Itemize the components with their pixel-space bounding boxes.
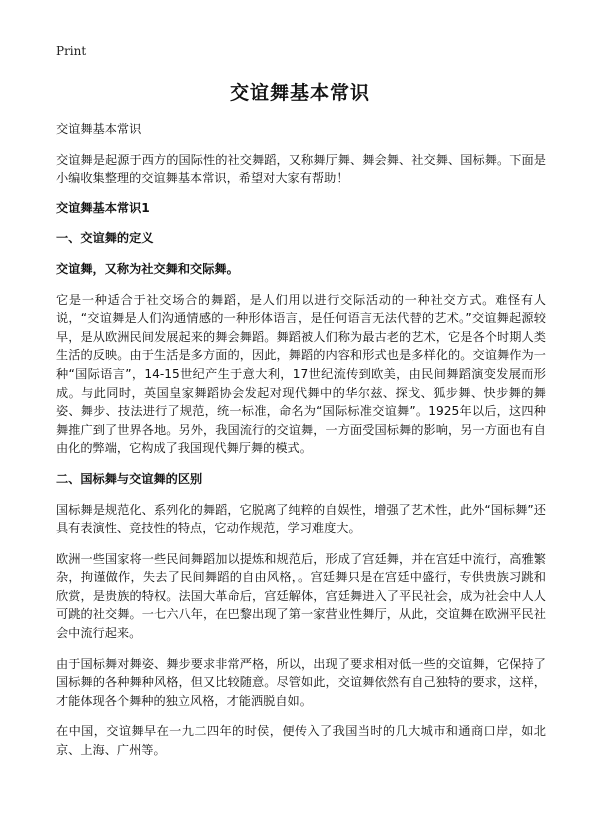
paragraph-difference-3: 由于国标舞对舞姿、舞步要求非常严格，所以，出现了要求相对低一些的交谊舞，它保持了国标舞的各种舞种风格，但又比较随意。尽管如此，交谊舞依然有自己独特的要求，这样，才能体现各个舞种的独立风格，才能洒脱自如。 xyxy=(56,656,546,708)
intro-paragraph: 交谊舞是起源于西方的国际性的社交舞蹈，又称舞厅舞、舞会舞、社交舞、国标舞。下面是小编收集整理的交谊舞基本常识，希望对大家有帮助！ xyxy=(56,152,546,186)
section-heading: 交谊舞基本常识1 xyxy=(56,200,150,215)
heading-difference: 二、国标舞与交谊舞的区别 xyxy=(56,471,203,486)
print-link[interactable]: Print xyxy=(56,44,87,58)
lead-definition: 交谊舞，又称为社交舞和交际舞。 xyxy=(56,261,239,276)
heading-definition: 一、交谊舞的定义 xyxy=(56,231,154,246)
article-body xyxy=(56,120,546,772)
paragraph-definition: 它是一种适合于社交场合的舞蹈，是人们用以进行交际活动的一种社交方式。难怪有人说，“交谊舞是人们沟通情感的一种形体语言，是任何语言无法代替的艺术。”交谊舞起源较早，是从欧洲民间发展起来的舞会舞蹈。舞蹈被人们称为最古老的艺术，它是各个时期人类生活的反映。由于生活是多方面的，因此，舞蹈的内容和形式也是多样化的。交谊舞作为一种“国际语言”，14-15世纪产生于意大利，17世纪流传到欧美，由民间舞蹈演变发展而形成。与此同时，英国皇家舞蹈协会发起对现代舞中的华尔兹、探戈、狐步舞、快步舞的舞姿、舞步、技法进行了规范，统一标准，命名为“国际标准交谊舞”。1925年以后，这四种舞推广到了世界各地。另外，我国流行的交谊舞，一方面受国标舞的影响，另一方面也有自由化的弊端，它构成了我国现代舞厅舞的模式。 xyxy=(56,292,546,456)
page-title: 交谊舞基本常识 xyxy=(229,82,370,104)
paragraph-difference-1: 国标舞是规范化、系列化的舞蹈，它脱离了纯粹的自娱性，增强了艺术性，此外“国标舞”还具有表演性、竞技性的特点，它动作规范，学习难度大。 xyxy=(56,502,546,536)
paragraph-china: 在中国，交谊舞早在一九二四年的时侯，便传入了我国当时的几大城市和通商口岸，如北京、上海、广州等。 xyxy=(56,724,546,758)
article-subtitle: 交谊舞基本常识 xyxy=(56,122,142,136)
paragraph-difference-2: 欧洲一些国家将一些民间舞蹈加以提炼和规范后，形成了宫廷舞，并在宫廷中流行，高雅繁杂，拘谨做作，失去了民间舞蹈的自由风格，。宫廷舞只是在宫廷中盛行，专供贵族习跳和欣赏，是贵族的特权。法国大革命后，宫廷解体，宫廷舞进入了平民社会，成为社会中人人可跳的社交舞。一七六八年，在巴黎出现了第一家营业性舞厅，从此，交谊舞在欧洲平民社会中流行起来。 xyxy=(56,551,546,641)
